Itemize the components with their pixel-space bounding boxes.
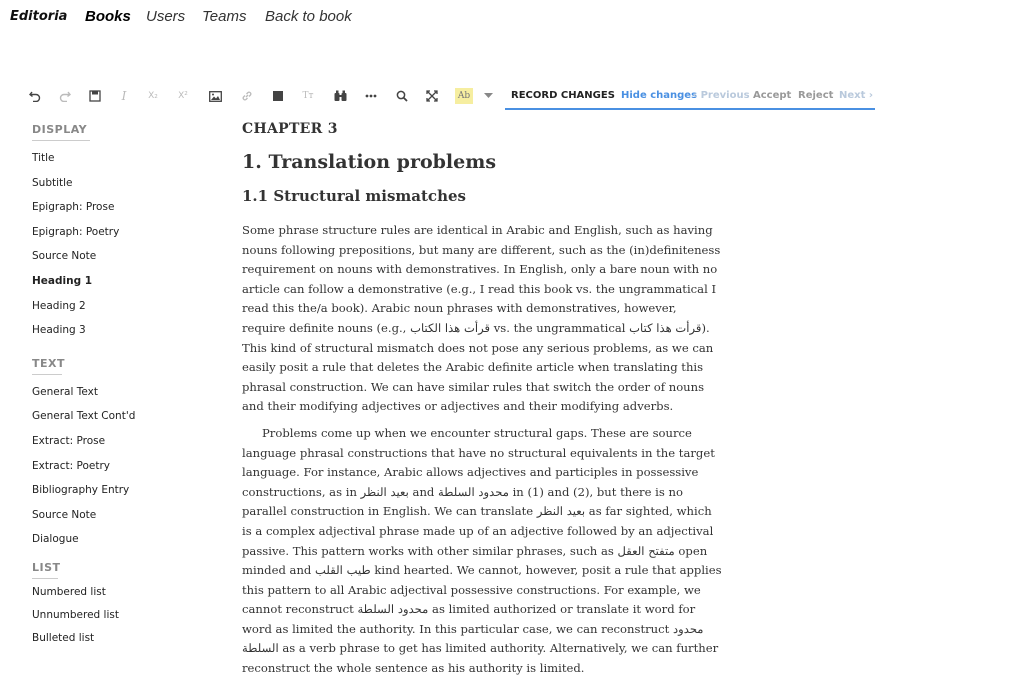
style-extract-prose[interactable]: Extract: Prose (32, 434, 106, 447)
heading-1: 1. Translation problems (242, 151, 497, 173)
track-changes-bar (505, 84, 875, 110)
style-heading-2[interactable]: Heading 2 (32, 299, 86, 312)
document-editor[interactable] (242, 118, 742, 679)
redo-icon[interactable] (55, 86, 75, 106)
hide-changes-button[interactable]: Hide changes (621, 90, 698, 101)
style-subtitle[interactable]: Subtitle (32, 176, 73, 189)
section-title-list: LIST (32, 561, 58, 579)
style-heading-3[interactable]: Heading 3 (32, 324, 86, 337)
image-icon[interactable] (205, 86, 225, 106)
fullscreen-icon[interactable] (422, 86, 442, 106)
style-title[interactable]: Title (32, 152, 55, 164)
style-general-text[interactable]: General Text (32, 385, 98, 398)
section-title-text: TEXT (32, 357, 62, 375)
text-style-icon[interactable]: Tт (302, 91, 314, 101)
nav-back-to-book[interactable]: Back to book (265, 8, 352, 25)
style-heading-1[interactable]: Heading 1 (32, 274, 93, 287)
style-extract-poetry[interactable]: Extract: Poetry (32, 459, 110, 472)
chapter-label: CHAPTER 3 (242, 121, 338, 137)
paragraph-1: Some phrase structure rules are identical in Arabic and English, such as having nouns following prepositions, but many are different, such as the (in)definiteness requirement on nouns with demonstratives. In English, only a bare noun with no article can follow a demonstrative (e.g., I read this book vs. the ungrammatical I read this the/a book). Arabic noun phrases with demonstratives, however, require definite nouns (e.g., قرأت هذا الكتاب vs. the ungrammatical قرأت هذا كتاب). This kind of structural mismatch does not pose any serious problems, as we can easily posit a rule that deletes the Arabic definite article when translating this phrasal construction. We can have similar rules that switch the order of nouns and their modifying adjectives or adjectives and their modifying adverbs. (242, 223, 721, 414)
more-icon[interactable] (361, 86, 381, 106)
reject-change-button[interactable]: Reject (798, 90, 834, 101)
subscript-icon[interactable]: X₂ (148, 91, 158, 101)
search-icon[interactable] (392, 86, 412, 106)
top-navigation (0, 0, 1024, 36)
style-dialogue[interactable]: Dialogue (32, 533, 79, 546)
save-icon[interactable] (85, 86, 105, 106)
undo-icon[interactable] (25, 86, 45, 106)
style-source-note[interactable]: Source Note (32, 250, 97, 263)
accept-change-button[interactable]: Accept (753, 90, 792, 101)
style-numbered-list[interactable]: Numbered list (32, 585, 106, 598)
style-sidebar (32, 118, 232, 650)
previous-change-button[interactable]: ‹ Previous (693, 90, 750, 101)
paragraph-2: Problems come up when we encounter structural gaps. These are source language phrasal constructions that have no structural equivalents in the target language. For instance, Arabic allows adjectives and participles in possessive constructions, as in بعيد النظر and محدود السلطة in (1) and (2), but there is no parallel construction in English. We can translate بعيد النظر as far sighted, which is a complex adjectival phrase made up of an adjective followed by an adjectival passive. This pattern works with other similar phrases, such as متفتح العقل open minded and طيب القلب kind hearted. We cannot, however, posit a rule that applies this pattern to all Arabic adjectival possessive constructions. For example, we cannot reconstruct محدود السلطة as limited authorized or translate it word for word as limited the authority. In this particular case, we can reconstruct محدود السلطة as a verb phrase to get has limited authority. Alternatively, we can further reconstruct the whole sentence as his authority is limited. (242, 425, 722, 676)
highlight-icon[interactable]: Ab (455, 88, 473, 104)
link-icon[interactable] (237, 86, 257, 106)
style-bibliography-entry[interactable]: Bibliography Entry (32, 484, 130, 497)
heading-2: 1.1 Structural mismatches (242, 187, 466, 205)
style-epigraph-poetry[interactable]: Epigraph: Poetry (32, 225, 120, 238)
nav-teams[interactable]: Teams (202, 8, 247, 25)
style-epigraph-prose[interactable]: Epigraph: Prose (32, 201, 115, 214)
nav-users[interactable]: Users (146, 8, 186, 25)
style-unnumbered-list[interactable]: Unnumbered list (32, 608, 119, 621)
italic-icon[interactable]: I (121, 89, 127, 103)
style-bulleted-list[interactable]: Bulleted list (32, 631, 95, 644)
superscript-icon[interactable]: X² (178, 91, 188, 101)
style-general-text-contd[interactable]: General Text Cont'd (32, 410, 136, 423)
dropdown-icon[interactable] (478, 86, 498, 106)
record-changes-button[interactable]: RECORD CHANGES (511, 90, 615, 101)
nav-books[interactable]: Books (85, 8, 131, 25)
next-change-button[interactable]: Next › (839, 90, 873, 101)
style-text-source-note[interactable]: Source Note (32, 508, 97, 521)
app-logo[interactable]: Editoria (10, 9, 68, 24)
section-title-display: DISPLAY (32, 123, 90, 141)
find-icon[interactable] (330, 86, 350, 106)
block-icon[interactable] (268, 86, 288, 106)
